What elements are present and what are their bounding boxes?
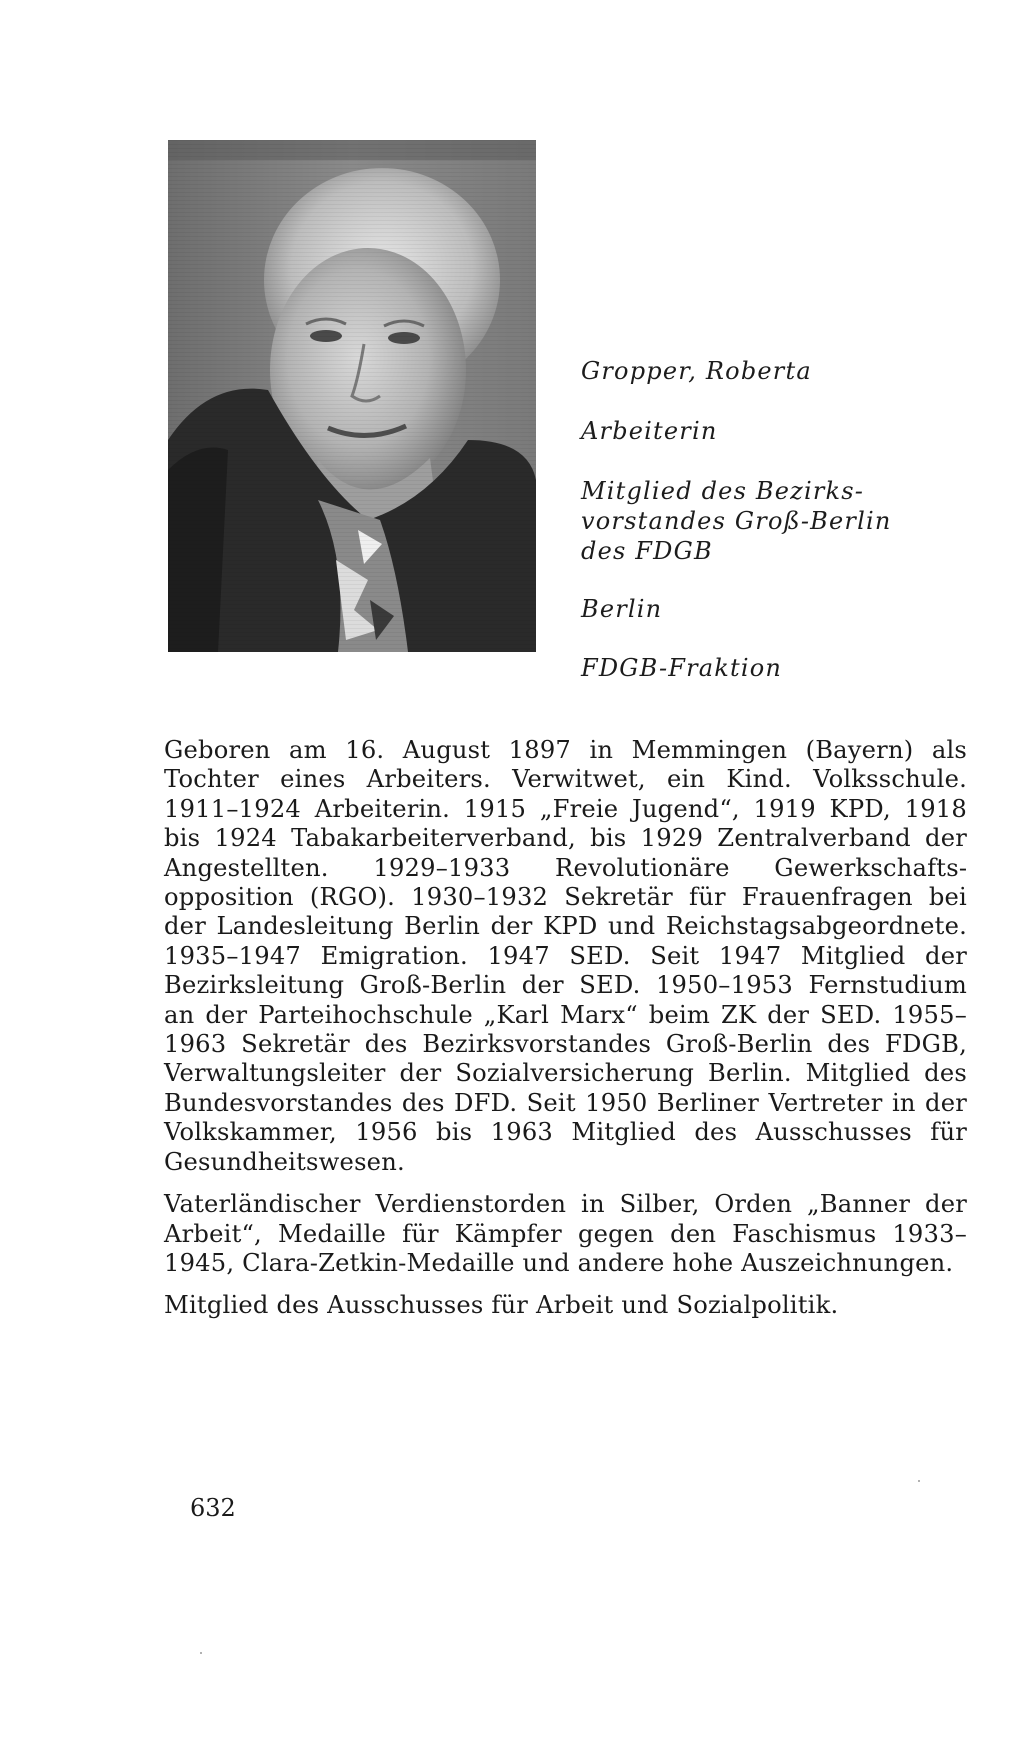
member-caption [581, 356, 961, 683]
scan-speck [918, 1480, 920, 1482]
portrait-image [168, 140, 536, 652]
awards-paragraph: Vaterländischer Verdienstorden in Silber, Orden „Banner der Arbeit“, Medaille für Kämpfer gegen den Faschismus 1933–1945, Clara-Zetkin-Medaille und andere hohe Auszeichnungen. [164, 1190, 967, 1277]
biography-text [164, 736, 967, 1321]
member-occupation: Arbeiterin [581, 417, 718, 445]
member-constituency: Berlin [581, 595, 663, 623]
member-faction: FDGB-Fraktion [581, 654, 783, 682]
scan-speck [200, 1652, 202, 1654]
committee-paragraph: Mitglied des Ausschusses für Arbeit und Sozialpolitik. [164, 1291, 839, 1320]
member-name: Gropper, Roberta [581, 357, 812, 385]
member-position: Mitglied des Bezirks- vorstandes Groß-Berlin des FDGB [581, 477, 892, 565]
portrait-photo [168, 140, 536, 652]
biography-paragraph: Geboren am 16. August 1897 in Memmingen (Bayern) als Tochter eines Arbeiters. Verwitwet, ein Kind. Volksschule. 1911–1924 Arbeiterin. 1915 „Freie Jugend“, 1919 KPD, 1918 bis 1924 Tabakarbeiterverband, bis 1929 Zentralverband der Angestellten. 1929–1933 Revolutionäre Gewerkschaftsopposition (RGO). 1930–1932 Sekretär für Frauenfragen bei der Landesleitung Berlin der KPD und Reichstagsabgeordnete. 1935–1947 Emigration. 1947 SED. Seit 1947 Mitglied der Bezirksleitung Groß-Berlin der SED. 1950–1953 Fernstudium an der Parteihochschule „Karl Marx“ beim ZK der SED. 1955–1963 Sekretär des Bezirksvorstandes Groß-Berlin des FDGB, Verwaltungsleiter der Sozialversicherung Berlin. Mitglied des Bundesvorstandes des DFD. Seit 1950 Berliner Vertreter in der Volkskammer, 1956 bis 1963 Mitglied des Ausschusses für Gesundheitswesen. [164, 736, 967, 1176]
page-number: 632 [190, 1494, 236, 1522]
